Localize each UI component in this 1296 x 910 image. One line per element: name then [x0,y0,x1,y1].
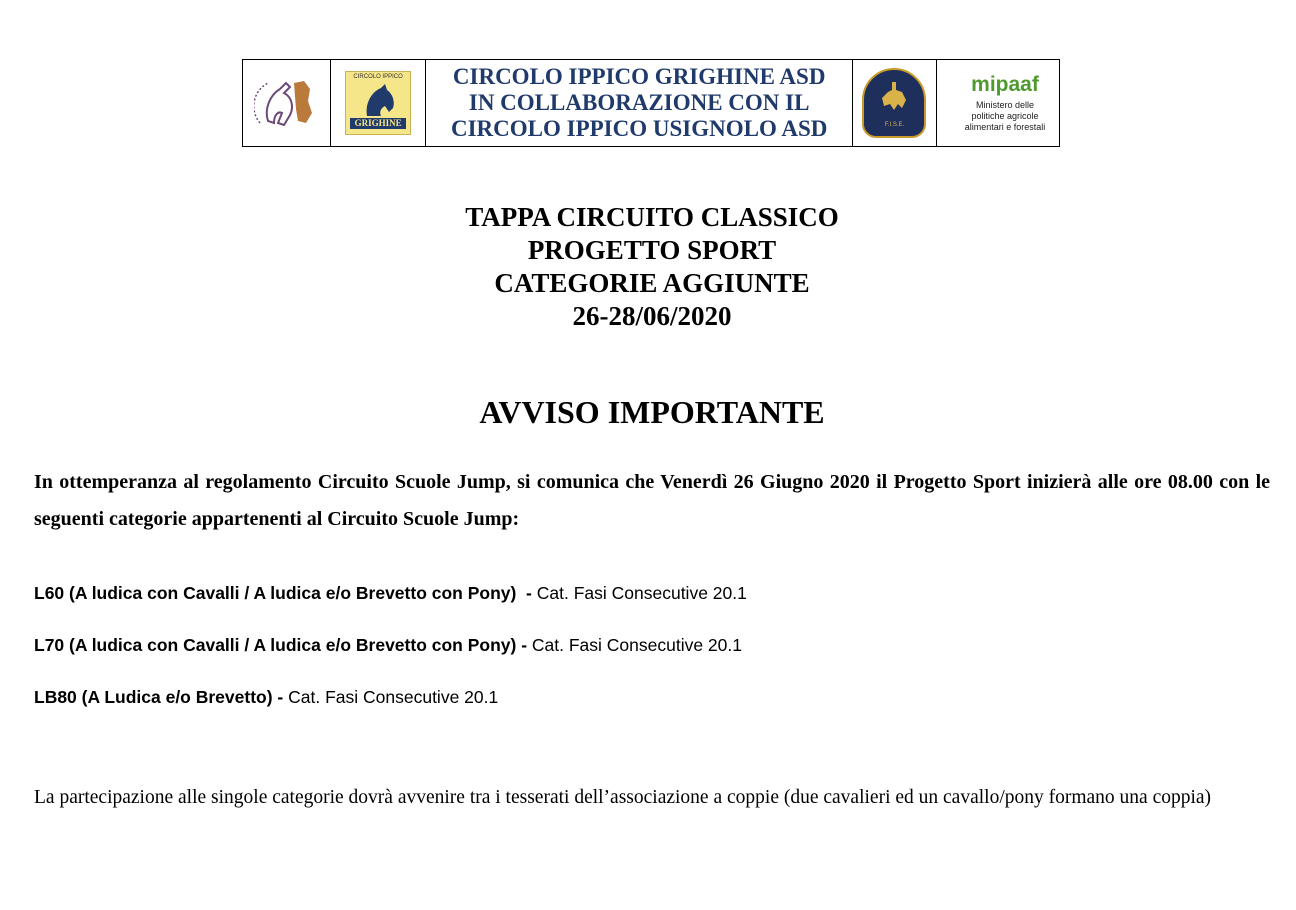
category-detail: Cat. Fasi Consecutive 20.1 [288,687,499,707]
fise-logo-label: F.I.S.E. [884,122,905,128]
grighine-logo-band: GRIGHINE [350,118,406,129]
logo-grighine-cell [330,60,426,147]
category-name: L60 (A ludica con Cavalli / A ludica e/o Brevetto con Pony) [34,583,517,603]
logo-mipaaf-cell [937,60,1060,147]
intro-paragraph: In ottemperanza al regolamento Circuito Scuole Jump, si comunica che Venerdì 26 Giugno 2020 il Progetto Sport inizierà alle ore 08.00 con le seguenti categorie appartenenti al Circuito Scuole Jump: [34,471,1270,530]
mipaaf-logo: mipaaf [971,72,1039,96]
header-title-line-3: CIRCOLO IPPICO USIGNOLO ASD [450,116,828,141]
header-title-line-1: CIRCOLO IPPICO GRIGHINE ASD [452,64,826,89]
closing-paragraph: La partecipazione alle singole categorie dovrà avvenire tra i tesserati dell’associazione a coppie (due cavalieri ed un cavallo/pony formano una coppia) [34,787,1212,808]
event-title-line-3: CATEGORIE AGGIUNTE [494,268,810,298]
category-name: L70 (A ludica con Cavalli / A ludica e/o Brevetto con Pony) [34,635,517,655]
category-list [34,580,1270,736]
horse-sardinia-logo-icon [254,73,318,133]
horse-rider-icon [874,78,914,118]
category-detail: Cat. Fasi Consecutive 20.1 [531,635,742,655]
category-detail: Cat. Fasi Consecutive 20.1 [536,583,747,603]
notice-title: AVVISO IMPORTANTE [479,394,825,430]
mipaaf-subtitle-line-2: politiche agricole [971,110,1039,121]
header-table [242,59,1060,147]
horse-head-icon [359,82,399,118]
logo-regional-cell [243,60,331,147]
category-item [34,580,1270,632]
grighine-logo-arc-text: CIRCOLO IPPICO [353,74,403,80]
event-title [0,201,1296,333]
event-title-line-1: TAPPA CIRCUITO CLASSICO [465,202,839,232]
mipaaf-subtitle-line-1: Ministero delle [975,99,1035,110]
category-item [34,684,1270,736]
category-separator: - [516,635,532,655]
event-date: 26-28/06/2020 [572,301,732,331]
category-separator: - [272,687,289,707]
mipaaf-subtitle-line-3: alimentari e forestali [964,121,1046,132]
category-item [34,632,1270,684]
mipaaf-subtitle [951,100,1059,133]
header-title-line-2: IN COLLABORAZIONE CON IL [468,90,810,115]
event-title-line-2: PROGETTO SPORT [527,235,777,265]
category-separator: - [516,583,537,603]
logo-fise-cell [852,60,936,147]
category-name: LB80 (A Ludica e/o Brevetto) [34,687,273,707]
grighine-logo [345,71,411,135]
header-title [426,60,853,147]
fise-logo [862,68,926,138]
